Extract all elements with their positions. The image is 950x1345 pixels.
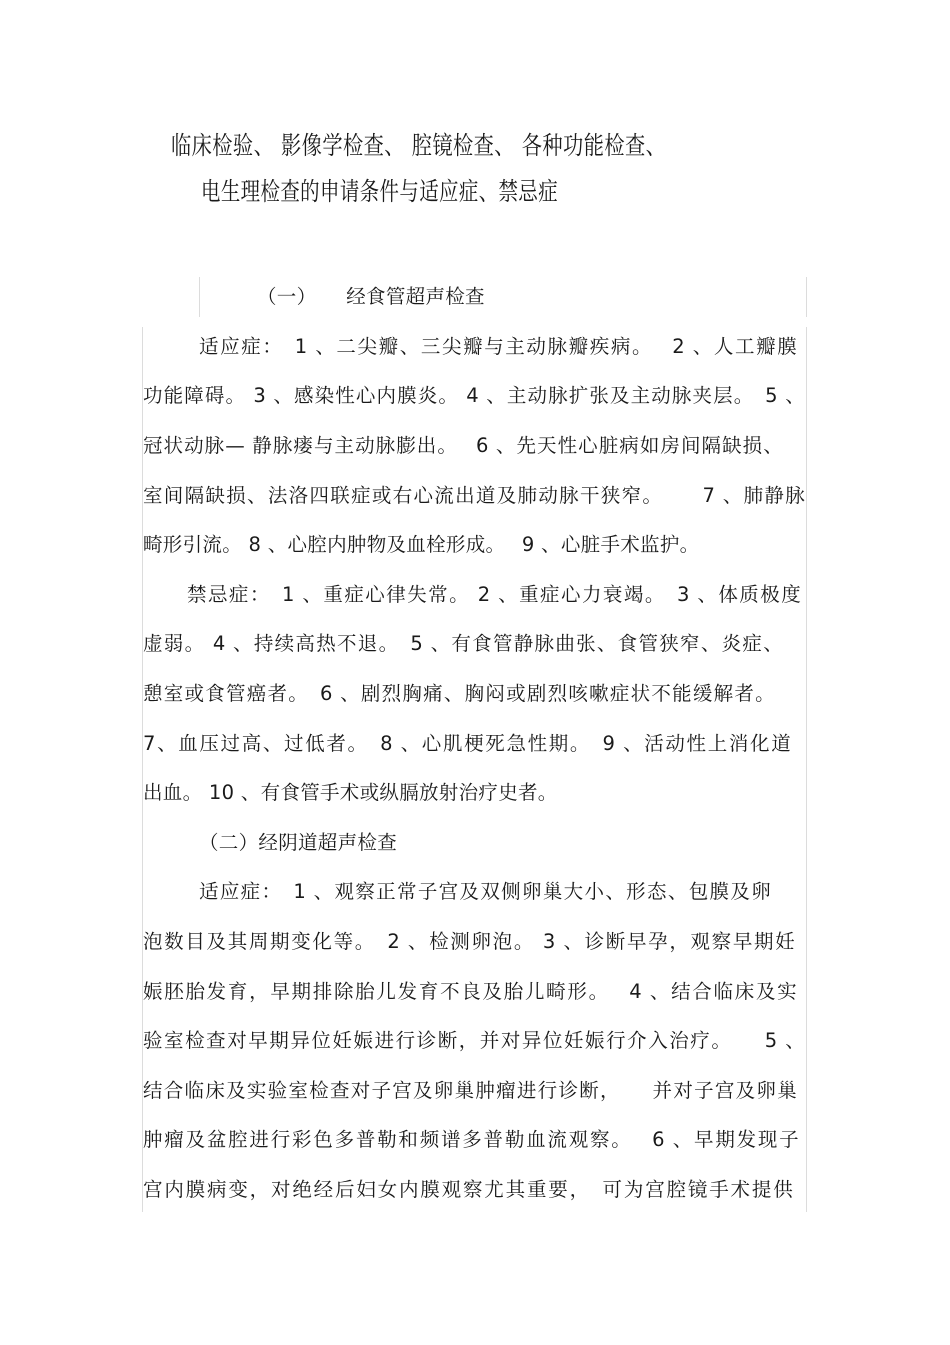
paragraph-line: 虚弱。 4 、持续高热不退。 5 、有食管静脉曲张、食管狭窄、炎症、 — [143, 632, 783, 655]
paragraph-line: 泡数目及其周期变化等。 2 、检测卵泡。 3 、诊断早孕，观察早期妊 — [143, 930, 795, 953]
paragraph-line: 肿瘤及盆腔进行彩色多普勒和频谱多普勒血流观察。 6 、早期发现子 — [143, 1128, 799, 1151]
section-heading-1: （一） 经食管超声检查 — [257, 285, 485, 308]
table-rule — [806, 277, 807, 317]
paragraph-line: 冠状动脉— 静脉瘘与主动脉膨出。 6 、先天性心脏病如房间隔缺损、 — [143, 434, 783, 457]
paragraph-line: 验室检查对早期异位妊娠进行诊断，并对异位妊娠行介入治疗。 5 、 — [143, 1029, 805, 1052]
paragraph-line: 功能障碍。 3 、感染性心内膜炎。 4 、主动脉扩张及主动脉夹层。 5 、 — [143, 384, 805, 407]
paragraph-line: 适应症： 1 、二尖瓣、三尖瓣与主动脉瓣疾病。 2 、人工瓣膜 — [199, 335, 797, 358]
table-rule — [199, 277, 200, 317]
paragraph-line: 7、血压过高、过低者。 8 、心肌梗死急性期。 9 、活动性上消化道 — [143, 732, 791, 755]
paragraph-line: 憩室或食管癌者。 6 、剧烈胸痛、胸闷或剧烈咳嗽症状不能缓解者。 — [143, 682, 775, 705]
paragraph-line: 禁忌症： 1 、重症心律失常。 2 、重症心力衰竭。 3 、体质极度 — [187, 583, 801, 606]
paragraph-line: 室间隔缺损、法洛四联症或右心流出道及肺动脉干狭窄。 7 、肺静脉 — [143, 484, 805, 507]
page-title-line-1: 临床检验、 影像学检查、 腔镜检查、 各种功能检查、 — [171, 131, 667, 160]
paragraph-line: 宫内膜病变，对绝经后妇女内膜观察尤其重要， 可为宫腔镜手术提供 — [143, 1178, 793, 1201]
paragraph-line: 娠胚胎发育，早期排除胎儿发育不良及胎儿畸形。 4 、结合临床及实 — [143, 980, 797, 1003]
paragraph-line: 适应症： 1 、观察正常子宫及双侧卵巢大小、形态、包膜及卵 — [199, 880, 771, 903]
table-rule — [806, 327, 807, 1212]
paragraph-line: 结合临床及实验室检查对子宫及卵巢肿瘤进行诊断， 并对子宫及卵巢 — [143, 1079, 797, 1102]
paragraph-line: 畸形引流。 8 、心腔内肿物及血栓形成。 9 、心脏手术监护。 — [143, 533, 700, 556]
page-title-line-2: 电生理检查的申请条件与适应症、禁忌症 — [201, 177, 559, 206]
paragraph-line: 出血。 10 、有食管手术或纵膈放射治疗史者。 — [143, 781, 558, 804]
section-heading-2: （二）经阴道超声检查 — [199, 831, 398, 854]
